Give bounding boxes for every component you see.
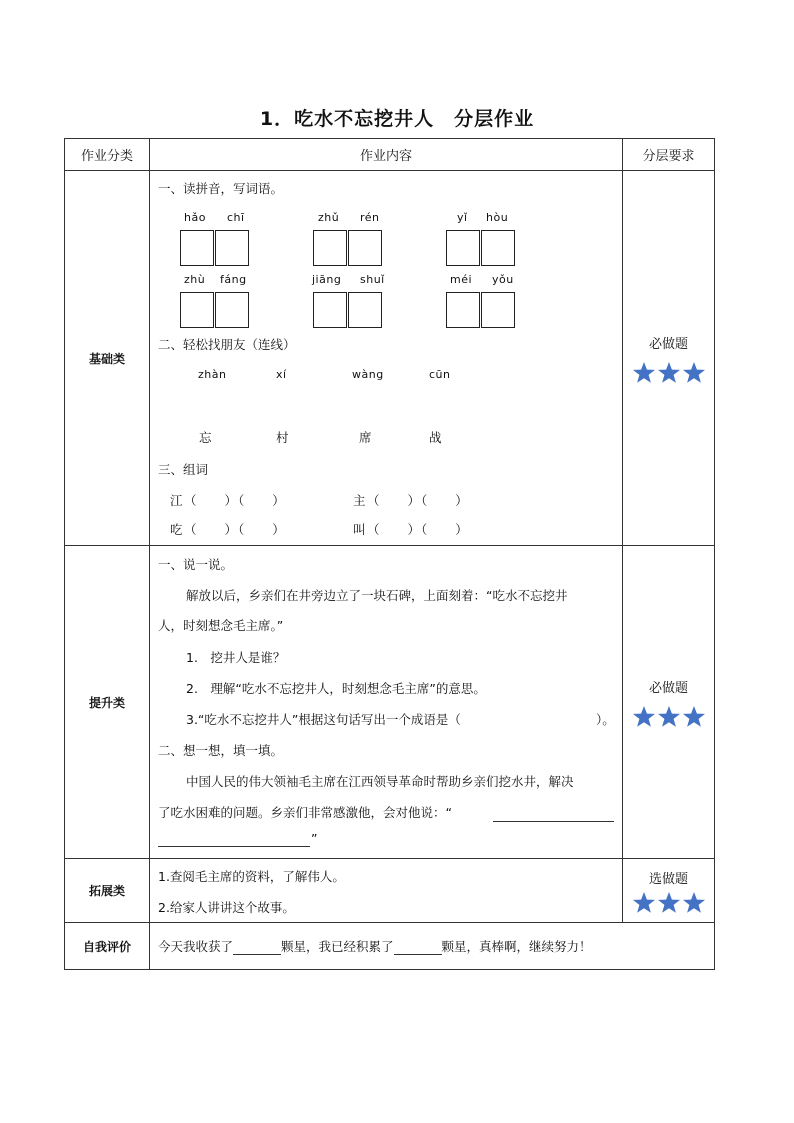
match-pinyin-2: xí: [276, 368, 287, 381]
basic-section2-title: 二、轻松找朋友（连线）: [158, 337, 296, 352]
word-char: 江: [170, 493, 183, 508]
pinyin-6a: méi: [450, 273, 473, 286]
write-box[interactable]: [481, 230, 515, 266]
pinyin-1b: chī: [227, 211, 245, 224]
category-self: 自我评价: [65, 923, 150, 970]
match-char-4: 战: [429, 430, 442, 445]
write-box[interactable]: [313, 292, 347, 328]
improve-question-3: 3.“吃水不忘挖井人”根据这句话写出一个成语是（: [186, 712, 461, 727]
content-self: [150, 923, 715, 970]
word-blanks[interactable]: （ ）（ ）: [184, 522, 286, 537]
requirement-extend: [623, 859, 715, 923]
improve-question-3-end: ）。: [596, 712, 615, 727]
star-icon: [657, 361, 681, 384]
write-box[interactable]: [180, 292, 214, 328]
star-icon: [632, 705, 656, 728]
match-char-1: 忘: [199, 430, 212, 445]
row-extend: [65, 859, 715, 923]
homework-table: [64, 138, 715, 970]
write-box[interactable]: [313, 230, 347, 266]
requirement-label: 必做题: [648, 336, 688, 352]
write-box[interactable]: [348, 292, 382, 328]
word-char: 叫: [353, 522, 366, 537]
improve-section1-title: 一、说一说。: [158, 557, 234, 572]
category-basic: 基础类: [65, 171, 150, 546]
star-icon: [682, 705, 706, 728]
word-char: 吃: [170, 522, 183, 537]
pinyin-5b: shuǐ: [360, 273, 385, 286]
improve-quote-end: ”: [311, 831, 318, 846]
write-box[interactable]: [215, 230, 249, 266]
write-box[interactable]: [446, 292, 480, 328]
requirement-basic: [623, 171, 715, 546]
pinyin-4b: fáng: [220, 273, 247, 286]
write-box[interactable]: [481, 292, 515, 328]
page-title: 1．吃水不忘挖井人 分层作业: [259, 108, 535, 130]
pinyin-2b: rén: [360, 211, 380, 224]
write-box[interactable]: [446, 230, 480, 266]
pinyin-1a: hǎo: [184, 211, 206, 224]
star-icon: [632, 891, 656, 914]
row-basic: [65, 171, 715, 546]
star-rating: [623, 361, 714, 384]
requirement-improve: [623, 546, 715, 859]
star-count-blank[interactable]: [233, 942, 281, 955]
match-char-2: 村: [276, 430, 289, 445]
star-icon: [682, 891, 706, 914]
table-header: [65, 139, 715, 171]
pinyin-6b: yǒu: [492, 273, 514, 286]
content-extend: [150, 859, 623, 923]
match-pinyin-3: wàng: [352, 368, 384, 381]
pinyin-2a: zhǔ: [318, 211, 340, 224]
category-extend: 拓展类: [65, 859, 150, 923]
extend-item-2: 2.给家人讲讲这个故事。: [158, 900, 295, 915]
answer-blank[interactable]: [158, 833, 310, 847]
star-icon: [632, 361, 656, 384]
basic-section1-title: 一、读拼音，写词语。: [158, 181, 284, 196]
basic-section3-title: 三、组词: [158, 462, 209, 477]
requirement-label: 选做题: [648, 871, 688, 887]
word-blanks[interactable]: （ ）（ ）: [367, 493, 469, 508]
star-rating: [623, 891, 714, 914]
pinyin-3a: yǐ: [457, 211, 468, 224]
word-char: 主: [353, 493, 366, 508]
improve-question-2: 2. 理解“吃水不忘挖井人，时刻想念毛主席”的意思。: [186, 681, 486, 696]
improve-para1-line1: 解放以后，乡亲们在井旁边立了一块石碑，上面刻着：“吃水不忘挖井: [186, 588, 568, 603]
write-box[interactable]: [180, 230, 214, 266]
match-pinyin-4: cūn: [429, 368, 451, 381]
improve-para2-line1: 中国人民的伟大领袖毛主席在江西领导革命时帮助乡亲们挖水井，解决: [186, 774, 574, 789]
header-content: 作业内容: [150, 139, 623, 171]
header-category: 作业分类: [65, 139, 150, 171]
pinyin-3b: hòu: [486, 211, 509, 224]
content-basic: [150, 171, 623, 546]
star-icon: [657, 705, 681, 728]
star-icon: [657, 891, 681, 914]
requirement-label: 必做题: [648, 680, 688, 696]
self-text-b: 颗星，我已经积累了: [281, 939, 394, 954]
answer-blank[interactable]: [493, 808, 614, 822]
self-text-c: 颗星，真棒啊，继续努力！: [441, 939, 592, 954]
match-pinyin-1: zhàn: [198, 368, 227, 381]
star-total-blank[interactable]: [394, 942, 442, 955]
pinyin-5a: jiāng: [312, 273, 342, 286]
word-blanks[interactable]: （ ）（ ）: [184, 493, 286, 508]
pinyin-4a: zhù: [184, 273, 206, 286]
row-improve: [65, 546, 715, 859]
self-text-a: 今天我收获了: [158, 939, 234, 954]
improve-question-1: 1. 挖井人是谁？: [186, 650, 286, 665]
improve-section2-title: 二、想一想，填一填。: [158, 743, 284, 758]
header-requirement: 分层要求: [623, 139, 715, 171]
match-char-3: 席: [359, 430, 372, 445]
improve-para2-line2: 了吃水困难的问题。乡亲们非常感激他，会对他说：“: [158, 805, 452, 820]
word-blanks[interactable]: （ ）（ ）: [367, 522, 469, 537]
write-box[interactable]: [215, 292, 249, 328]
row-self: [65, 923, 715, 970]
category-improve: 提升类: [65, 546, 150, 859]
star-icon: [682, 361, 706, 384]
extend-item-1: 1.查阅毛主席的资料，了解伟人。: [158, 869, 345, 884]
content-improve: [150, 546, 623, 859]
write-box[interactable]: [348, 230, 382, 266]
star-rating: [623, 705, 714, 728]
improve-para1-line2: 人，时刻想念毛主席。”: [158, 618, 284, 633]
